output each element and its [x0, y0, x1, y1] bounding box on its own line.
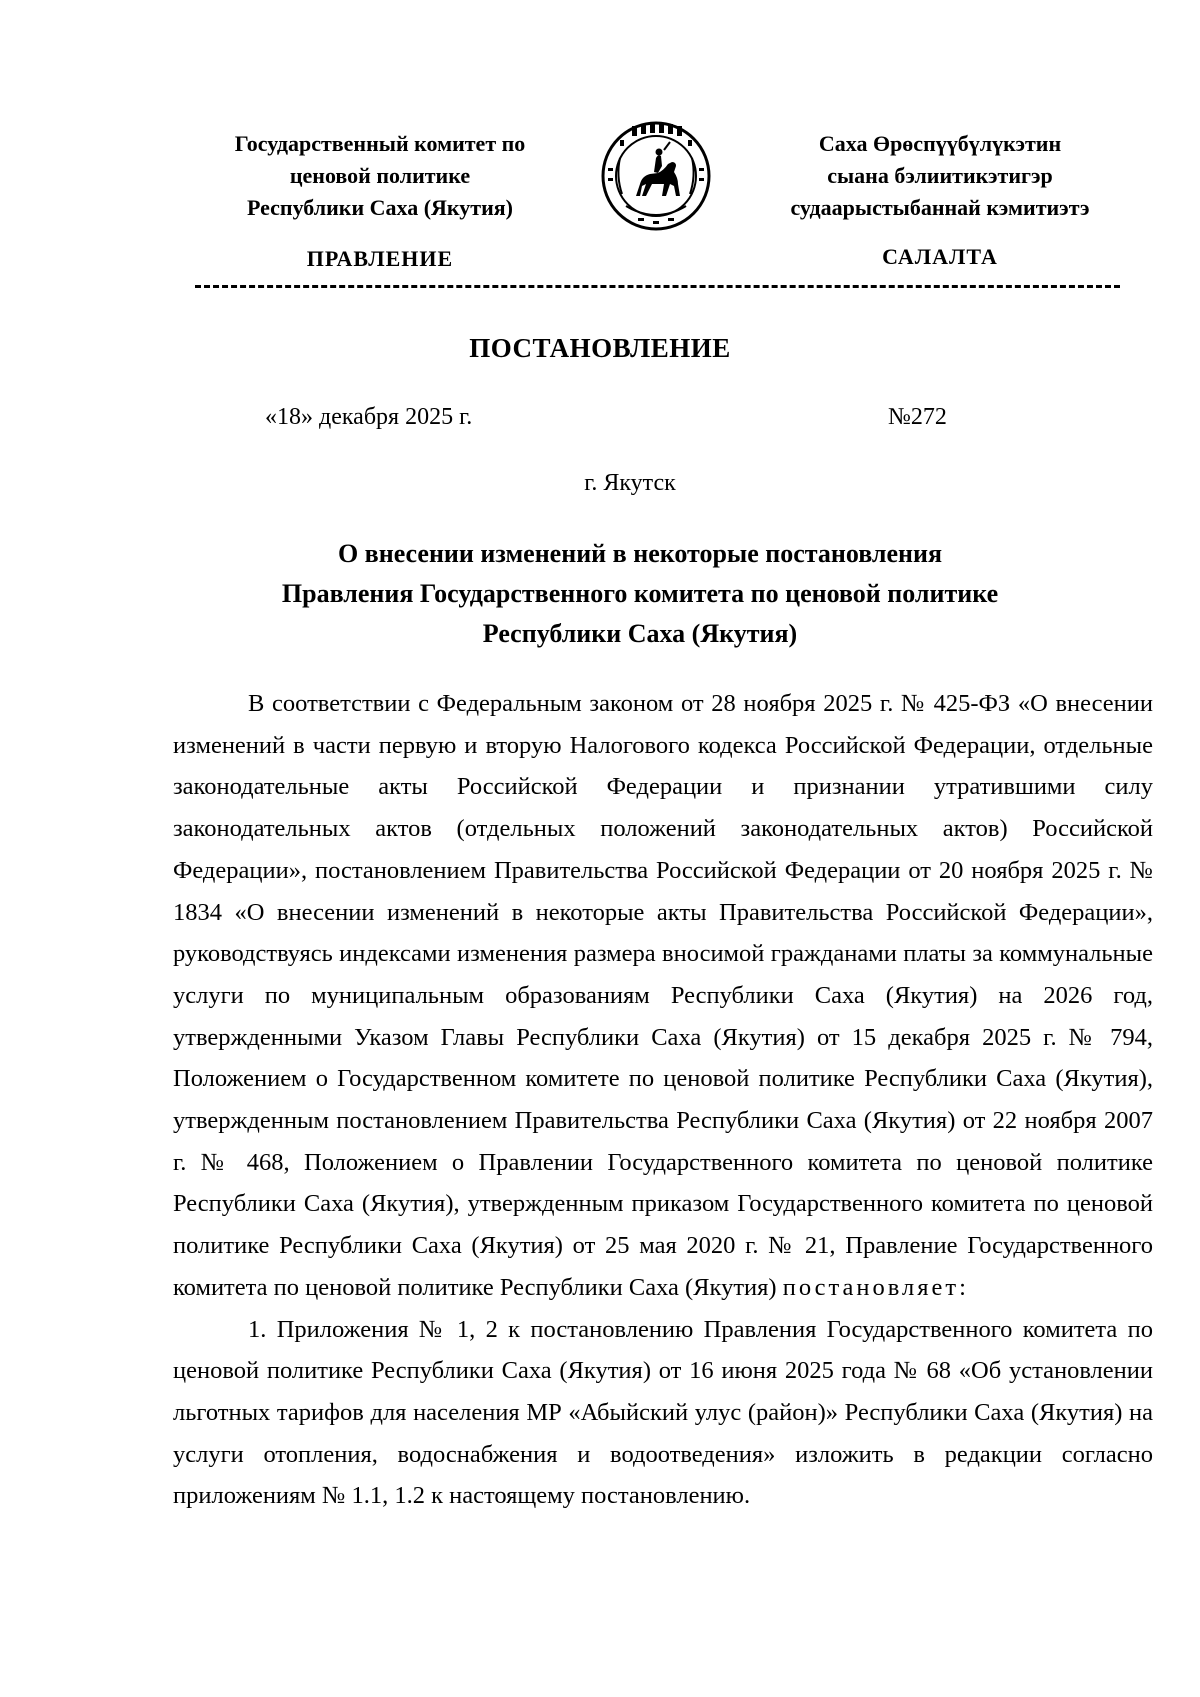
preamble-text: В соответствии с Федеральным законом от 28 ноября 2025 г. № 425-ФЗ «О внесении изменений в части первую и вторую Налогового кодекса Российской Федерации, отдельные законодательные акты Российской Федерации и признании утратившими силу законодательных актов (отдельных положений законодательных актов) Российской Федерации», постановлением Правительства Российской Федерации от 20 ноября 2025 г. № 1834 «О внесении изменений в некоторые акты Правительства Российской Федерации», руководствуясь индексами изменения размера вносимой гражданами платы за коммунальные услуги по муниципальным образованиям Республики Саха (Якутия) на 2026 год, утвержденными Указом Главы Республики Саха (Якутия) от 15 декабря 2025 г. № 794, Положением о Государственном комитете по ценовой политике Республики Саха (Якутия), утвержденным постановлением Правительства Республики Саха (Якутия) от 22 ноября 2007 г. № 468, Положением о Правлении Государственного комитета по ценовой политике Республики Саха (Якутия), утвержденным приказом Государственного комитета по ценовой политике Республики Саха (Якутия) от 25 мая 2020 г. № 21, Правление Государственного комитета по ценовой политике Республики Саха (Якутия) — [173, 690, 1153, 1301]
right-org-name — [760, 128, 1120, 224]
board-label-ru: ПРАВЛЕНИЕ — [306, 246, 454, 271]
document-type-title: ПОСТАНОВЛЕНИЕ — [469, 333, 731, 363]
header-divider — [195, 285, 1120, 288]
subject-line: Правления Государственного комитета по ценовой политике — [281, 579, 999, 608]
coat-of-arms-emblem-icon — [598, 118, 714, 234]
subject-line: Республики Саха (Якутия) — [482, 619, 798, 648]
right-org-line: сыана бэлиитикэтигэр — [827, 163, 1053, 188]
right-org-line: судаарыстыбаннай кэмитиэтэ — [790, 195, 1090, 220]
document-body — [173, 683, 1153, 1517]
right-org-line: Саха Өрөспүүбүлүкэтин — [818, 131, 1062, 156]
left-org-name — [180, 128, 580, 224]
item-1-paragraph: 1. Приложения № 1, 2 к постановлению Правления Государственного комитета по ценовой политике Республики Саха (Якутия) от 16 июня 2025 года № 68 «Об установлении льготных тарифов для населения МР «Абыйский улус (район)» Республики Саха (Якутия) на услуги отопления, водоснабжения и водоотведения» изложить в редакции согласно приложениям № 1.1, 1.2 к настоящему постановлению. — [173, 1315, 1153, 1510]
left-org-line: Государственный комитет по — [234, 131, 526, 156]
board-label-sakha: САЛАЛТА — [882, 244, 998, 269]
document-city: г. Якутск — [584, 470, 676, 496]
left-org-line: Республики Саха (Якутия) — [246, 195, 514, 220]
resolves-word: постановляет: — [782, 1273, 969, 1301]
subject-line: О внесении изменений в некоторые постановления — [337, 539, 943, 568]
left-org-line: ценовой политике — [289, 163, 471, 188]
document-date: «18» декабря 2025 г. — [265, 404, 473, 430]
document-number: №272 — [888, 404, 947, 430]
preamble-paragraph — [173, 683, 1153, 1309]
document-subject — [160, 534, 1120, 654]
